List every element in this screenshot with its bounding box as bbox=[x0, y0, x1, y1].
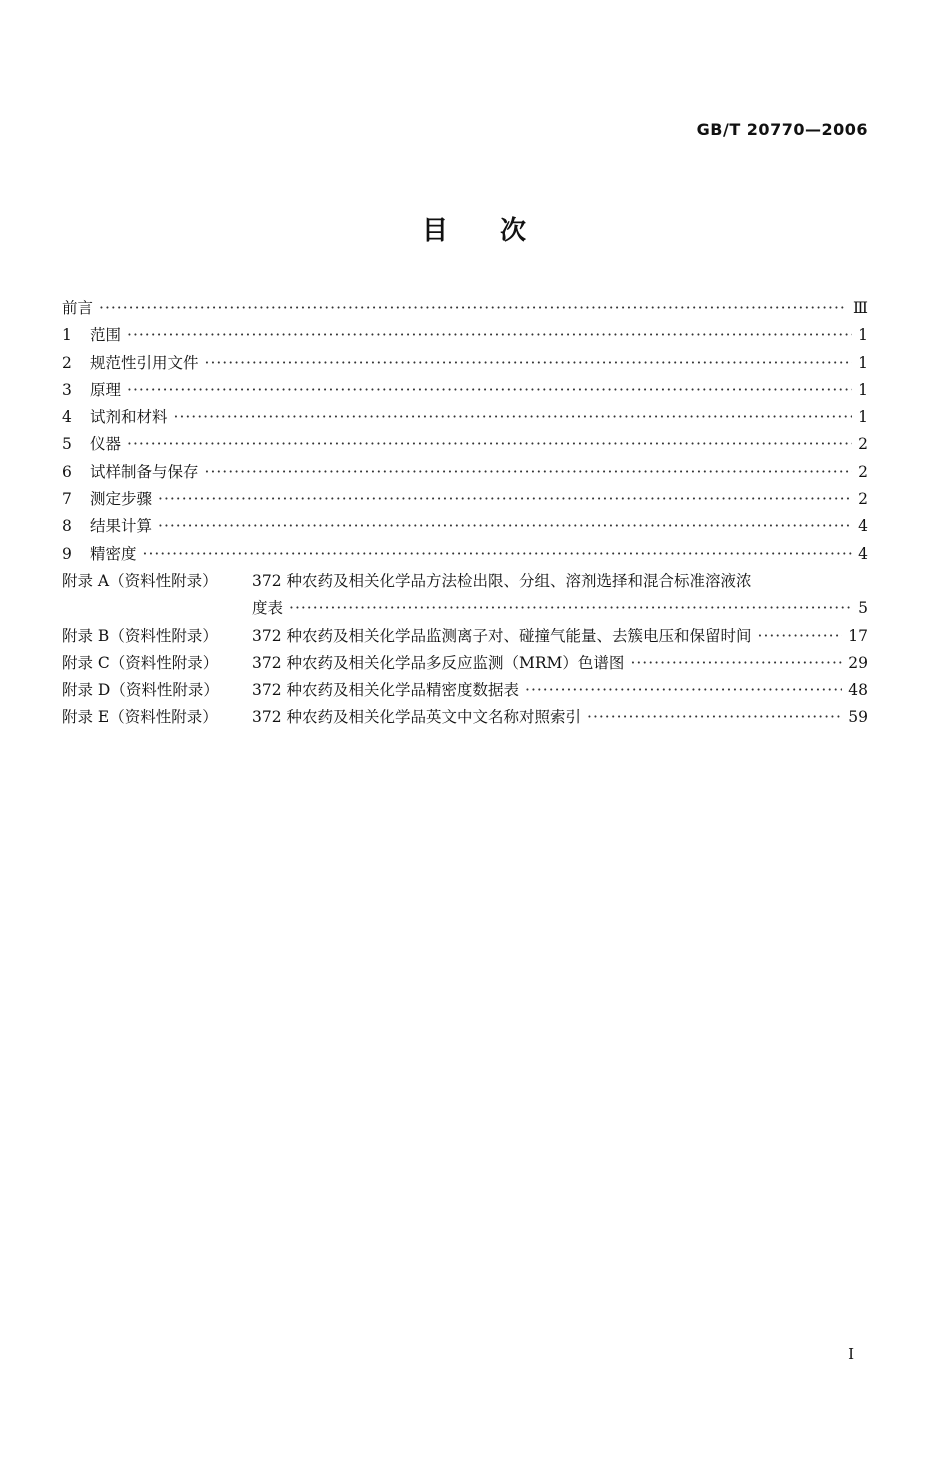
toc-entry-label: 仪器 bbox=[90, 435, 122, 454]
toc-entry-page: 1 bbox=[858, 326, 868, 345]
toc-entry-page: 17 bbox=[848, 626, 868, 645]
toc-title-part1: 目 bbox=[421, 216, 450, 246]
toc-entry-number: 8 bbox=[62, 517, 72, 536]
toc-entry-chapter[interactable] bbox=[62, 486, 868, 513]
annex-title: 372 种农药及相关化学品精密度数据表 bbox=[252, 681, 520, 700]
toc-entry-chapter[interactable] bbox=[62, 350, 868, 377]
toc-entry-chapter[interactable] bbox=[62, 404, 868, 431]
toc-entry-page: 1 bbox=[858, 408, 868, 427]
leader-dots bbox=[205, 459, 852, 486]
toc-entry-number: 2 bbox=[62, 353, 72, 372]
toc-entry-label: 规范性引用文件 bbox=[90, 353, 199, 372]
leader-dots bbox=[127, 322, 852, 349]
toc-entry-number: 4 bbox=[62, 408, 72, 427]
toc-entry-number: 7 bbox=[62, 490, 72, 509]
toc-entry-number: 5 bbox=[62, 435, 72, 454]
toc-entry-number: 3 bbox=[62, 380, 72, 399]
leader-dots bbox=[158, 513, 852, 540]
toc-entry-annex-d[interactable] bbox=[62, 677, 868, 704]
toc-entry-label: 结果计算 bbox=[90, 517, 153, 536]
toc-entry-annex-a-continued[interactable] bbox=[62, 595, 868, 622]
standard-code: GB/T 20770—2006 bbox=[696, 120, 868, 139]
toc-entry-chapter[interactable] bbox=[62, 513, 868, 540]
toc-entry-page: 29 bbox=[848, 653, 868, 672]
leader-dots bbox=[205, 350, 852, 377]
leader-dots bbox=[127, 431, 852, 458]
toc-entry-annex-e[interactable] bbox=[62, 704, 868, 731]
toc-entry-number: 1 bbox=[62, 326, 72, 345]
toc-entry-page: 2 bbox=[858, 435, 868, 454]
toc-entry-preface[interactable] bbox=[62, 295, 868, 322]
annex-prefix: 附录 B（资料性附录） bbox=[62, 626, 218, 645]
toc-entry-chapter[interactable] bbox=[62, 459, 868, 486]
toc-entry-annex-b[interactable] bbox=[62, 623, 868, 650]
toc-entry-page: 2 bbox=[858, 462, 868, 481]
annex-title-continued: 度表 bbox=[252, 599, 284, 618]
toc-entry-label: 前言 bbox=[62, 299, 94, 317]
toc-title-part2: 次 bbox=[500, 216, 529, 246]
toc-entry-page: 2 bbox=[858, 490, 868, 509]
annex-prefix: 附录 A（资料性附录） bbox=[62, 571, 218, 590]
page-folio: I bbox=[848, 1345, 854, 1363]
annex-title: 372 种农药及相关化学品方法检出限、分组、溶剂选择和混合标准溶液浓 bbox=[252, 571, 752, 590]
leader-dots bbox=[143, 541, 852, 568]
leader-dots bbox=[630, 650, 842, 677]
toc-entry-label: 精密度 bbox=[90, 544, 137, 563]
toc-entry-page: 48 bbox=[848, 681, 868, 700]
toc-entry-label: 试样制备与保存 bbox=[90, 462, 199, 481]
toc-entry-chapter[interactable] bbox=[62, 431, 868, 458]
leader-dots bbox=[99, 295, 847, 322]
leader-dots bbox=[758, 623, 843, 650]
leader-dots bbox=[289, 595, 852, 622]
toc-entry-label: 测定步骤 bbox=[90, 490, 153, 509]
annex-prefix: 附录 C（资料性附录） bbox=[62, 653, 219, 672]
toc-title bbox=[0, 210, 950, 247]
toc-entry-number: 6 bbox=[62, 462, 72, 481]
toc-entry-number: 9 bbox=[62, 544, 72, 563]
toc-entry-page: 1 bbox=[858, 353, 868, 372]
toc-entry-page: Ⅲ bbox=[853, 299, 868, 317]
leader-dots bbox=[525, 677, 842, 704]
toc-entry-chapter[interactable] bbox=[62, 541, 868, 568]
toc-entry-page: 1 bbox=[858, 380, 868, 399]
toc-entry-page: 4 bbox=[858, 517, 868, 536]
annex-title: 372 种农药及相关化学品监测离子对、碰撞气能量、去簇电压和保留时间 bbox=[252, 626, 752, 645]
table-of-contents bbox=[62, 295, 868, 732]
toc-entry-label: 试剂和材料 bbox=[90, 408, 168, 427]
annex-prefix: 附录 E（资料性附录） bbox=[62, 708, 218, 727]
toc-entry-page: 59 bbox=[848, 708, 868, 727]
toc-entry-label: 范围 bbox=[90, 326, 122, 345]
leader-dots bbox=[127, 377, 852, 404]
toc-entry-page: 5 bbox=[858, 599, 868, 618]
toc-entry-chapter[interactable] bbox=[62, 322, 868, 349]
leader-dots bbox=[174, 404, 852, 431]
leader-dots bbox=[587, 704, 842, 731]
toc-entry-label: 原理 bbox=[90, 380, 122, 399]
toc-entry-chapter[interactable] bbox=[62, 377, 868, 404]
toc-entry-page: 4 bbox=[858, 544, 868, 563]
annex-prefix: 附录 D（资料性附录） bbox=[62, 681, 219, 700]
annex-title: 372 种农药及相关化学品英文中文名称对照索引 bbox=[252, 708, 582, 727]
leader-dots bbox=[158, 486, 852, 513]
toc-entry-annex-a[interactable] bbox=[62, 568, 868, 595]
annex-title: 372 种农药及相关化学品多反应监测（MRM）色谱图 bbox=[252, 653, 625, 672]
toc-entry-annex-c[interactable] bbox=[62, 650, 868, 677]
